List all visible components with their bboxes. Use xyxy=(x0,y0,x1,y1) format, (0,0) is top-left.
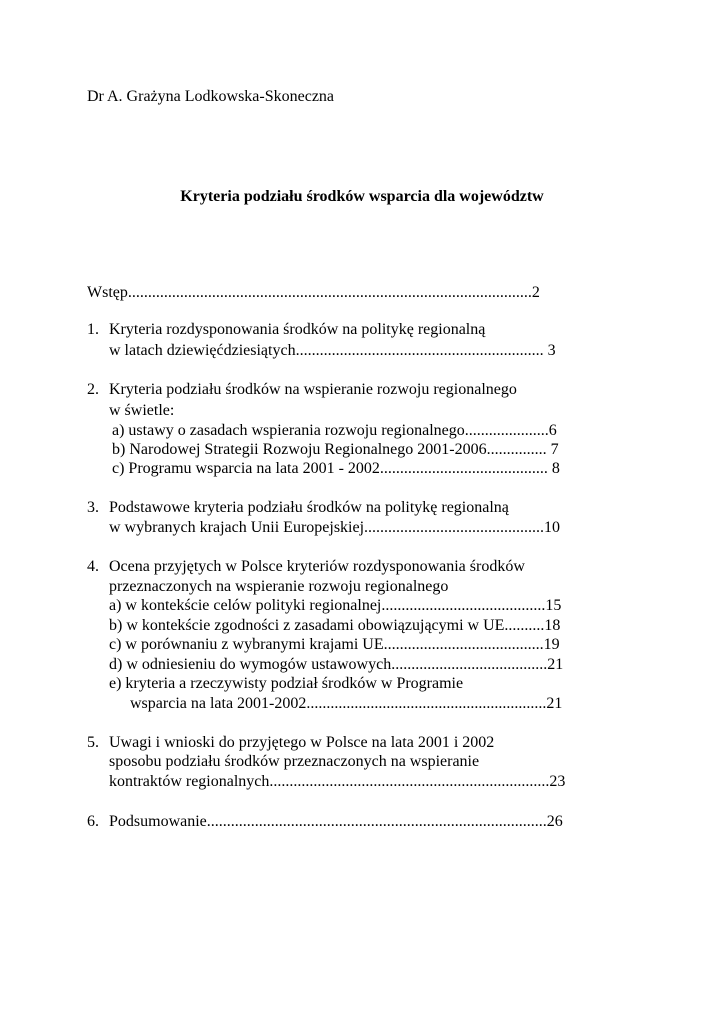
section-number: 3. xyxy=(87,499,99,516)
toc-entry-intro: Wstęp.....................................................................................................2 xyxy=(87,284,540,301)
toc-subentry: d) w odniesieniu do wymogów ustawowych.......................................21 xyxy=(109,656,564,673)
toc-line: w wybranych krajach Unii Europejskiej.............................................10 xyxy=(109,519,561,536)
toc-line: sposobu podziału środków przeznaczonych na wspieranie xyxy=(109,753,480,770)
toc-subentry: b) Narodowej Strategii Rozwoju Regionalnego 2001-2006............... 7 xyxy=(112,441,559,458)
toc-line: w latach dziewięćdziesiątych.............................................................. 3 xyxy=(109,342,556,359)
toc-line: Podsumowanie.....................................................................................26 xyxy=(109,813,563,830)
section-number: 4. xyxy=(87,558,99,575)
section-number: 5. xyxy=(87,734,99,751)
toc-line: Podstawowe kryteria podziału środków na politykę regionalną xyxy=(109,499,509,516)
section-number: 6. xyxy=(87,813,99,830)
toc-line: kontraktów regionalnych......................................................................23 xyxy=(109,773,566,790)
toc-line: Ocena przyjętych w Polsce kryteriów rozdysponowania środków xyxy=(109,558,525,575)
toc-line: Uwagi i wnioski do przyjętego w Polsce na lata 2001 i 2002 xyxy=(109,734,495,751)
toc-line: przeznaczonych na wspieranie rozwoju regionalnego xyxy=(109,578,449,595)
toc-subentry: b) w kontekście zgodności z zasadami obowiązującymi w UE..........18 xyxy=(109,617,561,634)
toc-line: Kryteria rozdysponowania środków na politykę regionalną xyxy=(109,321,486,338)
document-title: Kryteria podziału środków wsparcia dla województw xyxy=(180,188,544,205)
toc-subentry: e) kryteria a rzeczywisty podział środków w Programie xyxy=(109,675,464,692)
toc-subentry: a) w kontekście celów polityki regionalnej.........................................15 xyxy=(109,597,562,614)
toc-subentry: c) w porównaniu z wybranymi krajami UE........................................19 xyxy=(109,636,560,653)
author-line: Dr A. Grażyna Lodkowska-Skoneczna xyxy=(87,88,335,105)
toc-line: Kryteria podziału środków na wspieranie rozwoju regionalnego xyxy=(109,381,517,398)
toc-subentry: wsparcia na lata 2001-2002............................................................21 xyxy=(130,695,563,712)
section-number: 2. xyxy=(87,381,99,398)
toc-line: w świetle: xyxy=(109,402,175,419)
section-number: 1. xyxy=(87,321,99,338)
toc-subentry: c) Programu wsparcia na lata 2001 - 2002.......................................... 8 xyxy=(112,460,560,477)
toc-subentry: a) ustawy o zasadach wspierania rozwoju regionalnego.....................6 xyxy=(112,422,557,439)
